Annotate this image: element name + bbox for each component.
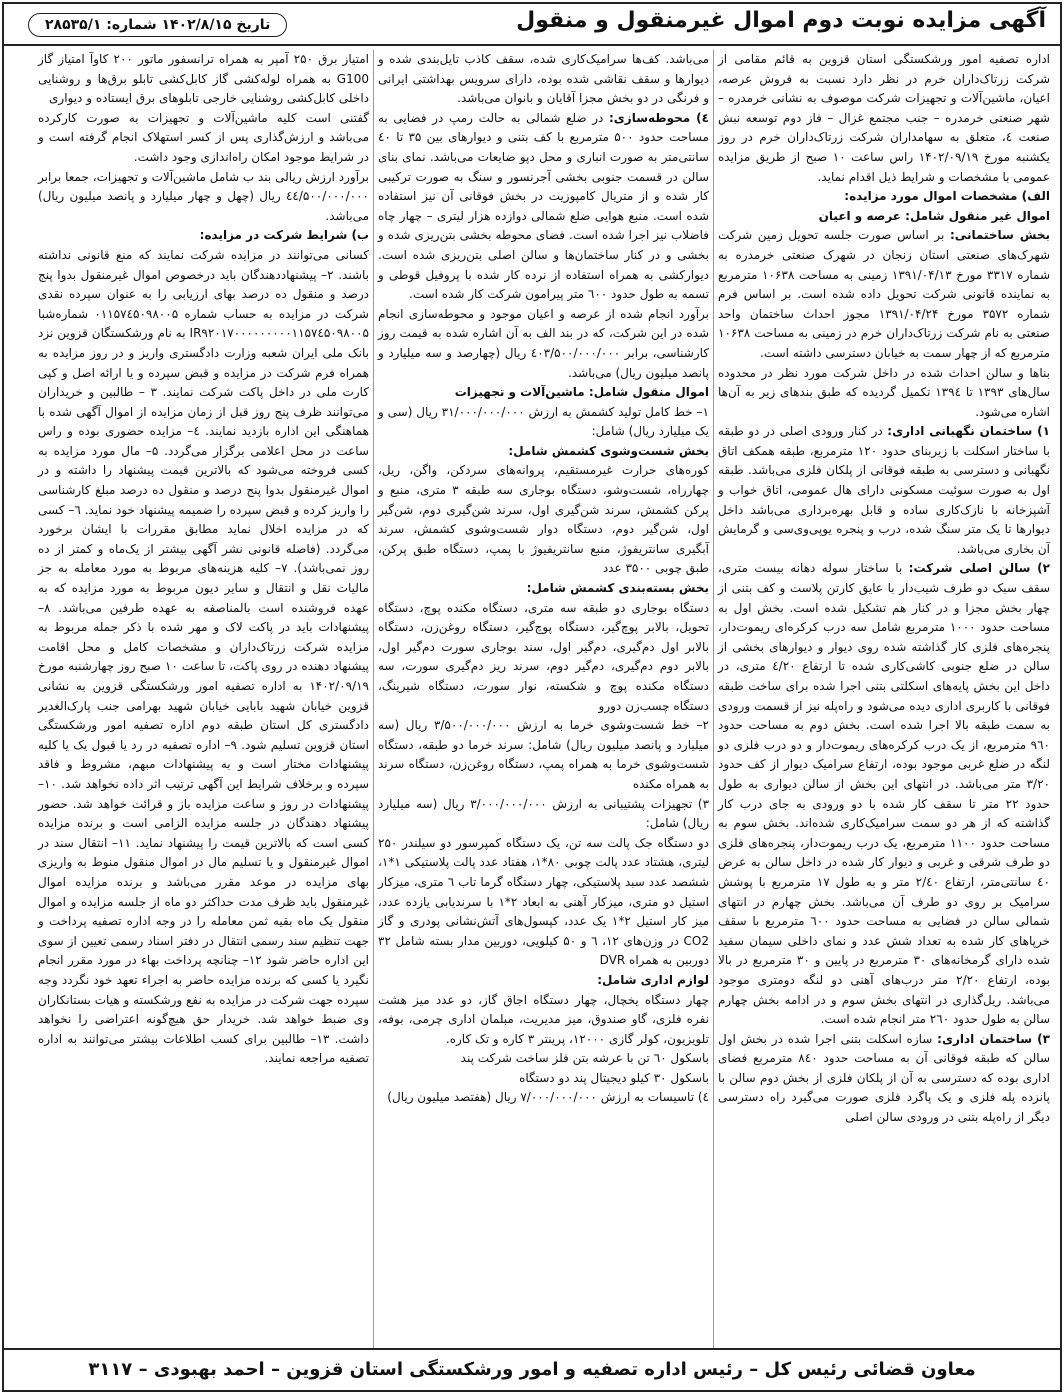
continued-paragraph: می‌باشد. کف‌ها سرامیک‌کاری شده، سقف کاذب تایل‌بندی شده و دیوارها و سقف نقاشی شده بوده، دارای سرویس بهداشتی ایرانی و فرنگی در دو بخش مجزا آقایان و بانوان می‌باشد.: [378, 52, 709, 106]
scale-line-2: باسکول ۳۰ کیلو دیجیتال پند دو دستگاه: [519, 1070, 709, 1085]
intro-paragraph: اداره تصفیه امور ورشکستگی استان قزوین به قائم مقامی از شرکت زرتاک‌داران خرم در نظر دارد نسبت به فروش عرصه، اعیان، ماشین‌آلات و تجهیزات شرکت موصوف به نشانی خرمدره – شهر صنعتی خرمدره – جنب مجتمع غزال – فاز دوم توسعه نبش صنعت ٤، متعلق به سهامداران شرکت زرتاک‌داران خرم در روز یکشنبه مورخ ۱۴۰۲/۰۹/۱۹ راس ساعت ۱۰ صبح از طریق مزایده عمومی با مشخصات و شرایط ذیل اقدام نماید.: [718, 52, 1050, 184]
office-supplies-text: چهار دستگاه یخچال، چهار دستگاه اجاق گاز، دو عدد میز هشت نفره فلزی، گاو صندوق، میز مدیریت، مبلمان اداری چرمی، بوفه، تلویزیون، کولر گازی ۱۲۰۰۰، پرینتر ۳ کاره و تک کاره.: [378, 992, 709, 1046]
item2-paragraph: [718, 559, 1050, 1029]
item3-paragraph: [718, 1030, 1050, 1128]
pack-section-text: دستگاه بوجاری دو طبقه سه متری، دستگاه مکنده پوچ، دستگاه تحویل، بالابر پوچ‌گیر، دستگاه پوچ‌گیر، دستگاه روغن‌زن، دستگاه بالابر اول دم‌گیری، دم‌گیر اول، سند بوجاری سورت دم‌گیر اول، بالابر دوم دم‌گیری، دم‌گیر دوم، سرند ریز دم‌گیری سورت، سه دستگاه مکنده پوچ و شکسته، نوار سورت، دستگاه شیرینگ، دستگاه چسب‌زن دورو: [378, 600, 709, 713]
page-title: آگهی مزایده نوبت دوم اموال غیرمنقول و منقول: [516, 8, 1046, 33]
item4-label: ٤) محوطه‌سازی:: [609, 110, 709, 125]
office-supplies-title: لوازم اداری شامل:: [597, 972, 709, 987]
scale-line-1: باسکول ٦۰ تن با عرشه بتن فلز ساخت شرکت پند: [460, 1051, 709, 1066]
item1-paragraph: [718, 422, 1050, 559]
conditions-paragraph: کسانی می‌توانند در مزایده شرکت نمایند که منع قانونی نداشته باشند. ۲– پیشنهاددهندگان باید درخصوص اموال غیرمنقول بدوا پنج درصد و منقول ده درصد بهای ارزیابی را به عنوان سپرده نقدی شرکت در مزایده به حساب شماره ۰۱۱۵۷٤۵۰۹۸۰۰۵ شماره‌شبا IR۹۲۰۱۷۰۰۰۰۰۰۰۰۰۱۱۵۷٤۵۰۹۸۰۰۵ به نام ورشکستگان قزوین نزد بانک ملی ایران شعبه وزارت دادگستری واریز و در روز مزایده به همراه فرم شرکت در مزایده و قبض سپرده و یا ارائه اصل و کپی کارت ملی در داخل پاکت شرکت نمایند. ۳ – طالبین و خریداران می‌توانند ظرف پنج روز قبل از زمان مزایده از اموال آگهی شده با هماهنگی این اداره بازدید نمایند. ٤– مزایده حضوری بوده و راس ساعت در محل اعلامی برگزار می‌گردد. ۵– مال مورد مزایده به کسی فروخته می‌شود که بالاترین قیمت پیشنهاد را داشته و در اموال غیرمنقول بدوا پنج درصد و منقول ده درصد مبلغ کارشناسی را واریز کرده و قبض سپرده را ضمیمه پیشنهاد خود نماید. ٦– کسی که در مزایده اخلال نماید مطابق مقررات با ایشان برخورد می‌گردد. (فاصله قانونی نشر آگهی بیشتر از یک‌ماه و کمتر از ده روز نمی‌باشد). ۷– کلیه هزینه‌های مربوط به مورد معامله به جز مالیات نقل و انتقال و سایر دیون مربوط به مورد مزایده که به عهده فروشنده است بالمناصفه به عهده طرفین می‌باشد. ۸– پیشنهادات باید در پاکت لاک و مهر شده با ذکر جمله مربوط به مزایده شرکت زرتاک‌داران و مشخصات کامل و محل اقامت پیشنهاد دهنده در روی پاکت، تا ساعت ۱۰ صبح روز چهارشنبه مورخ ۱۴۰۲/۰۹/۱۹ به اداره تصفیه امور ورشکستگی قزوین به نشانی قزوین خیابان شهید بابایی خیابان شهید بهرامی جنب پارک‌الغدیر دادگستری کل استان طبقه دوم اداره تصفیه امور ورشکستگی استان قزوین تسلیم شود. ۹– اداره تصفیه در رد یا قبول یک یا کلیه پیشنهادات مختار است و به پیشنهادات مبهم، مشروط و فاقد سپرده و برخلاف شرایط این آگهی ترتیب اثر داده نخواهد شد. ۱۰– پیشنهادات در روز و ساعت مزایده باز و قرائت خواهد شد. حضور پیشنهاد دهندگان در جلسه مزایده الزامی است و برنده مزایده کسی است که بالاترین قیمت را پیشنهاد نماید. ۱۱– انتقال سند در اموال غیرمنقول و یا تسلیم مال در اموال منقول منوط به واریزی بهای مزایده در موعد مقرر می‌باشد و برنده مزایده اموال غیرمنقول باید ظرف مدت حداکثر دو ماه از جلسه مزایده و اموال منقول یک ماه بقیه ثمن معامله را در وجه اداره تصفیه پرداخت و جهت تنظیم سند رسمی انتقال در دفتر اسناد رسمی تعیین از سوی این اداره حاضر شود ۱۲– چنانچه پرداخت بهاء در مورد مقرر انجام نگیرد یا کسی که برنده مزایده حاضر به اجراء تعهد خود نگردد وجه سپرده جهت شرکت در مزایده به نفع ورشکسته و هیات بستانکاران وی ضبط خواهد شد. خریدار حق هیچ‌گونه اعتراضی را نخواهد داشت. ۱۳– طالبین برای کسب اطلاعات بیشتر می‌توانند به اداره تصفیه مراجعه نمایند.: [38, 247, 370, 1066]
building-label: بخش ساختمانی:: [950, 228, 1050, 243]
line4-paragraph: ٤) تاسیسات به ارزش ۷/۰۰۰/۰۰۰/۰۰۰ ریال (هفتصد میلیون ریال): [387, 1090, 709, 1105]
column-middle: [374, 50, 714, 1350]
item2-label: ۲) سالن اصلی شرکت:: [908, 561, 1050, 576]
line2-paragraph: ۲– خط شست‌وشوی خرما به ارزش ۳/۵۰۰/۰۰۰/۰۰۰ ریال (سه میلیارد و پانصد میلیون ریال) شامل: سرند خرما دو طبقه، دستگاه شست‌وشوی خرما به همراه پمپ، دستگاه روغن‌زن، دستگاه سرند به همراه مکنده: [378, 718, 709, 791]
section-alef-title: الف) مشخصات اموال مورد مزایده:: [844, 189, 1050, 204]
item3-text: سازه اسکلت بتنی اجرا شده در بخش اول سالن که طبقه فوقانی آن به مساحت حدود ۸٤۰ مترمربع فضای اداری بوده که دسترسی به آن از پلکان فلزی از بخش دوم سالن با پانزده پله فلزی و یک پاگرد فلزی صورت می‌گیرد راه دسترسی دیگر از راه‌پله بتنی در ورودی سالن اصلی: [718, 1031, 1051, 1125]
header-bar: [4, 4, 1060, 46]
advertisement-page: [2, 2, 1062, 1392]
buildings-paragraph: بناها و سالن احداث شده در داخل شرکت مورد نظر در محدوده سال‌های ۱۳۹۳ تا ۱۳۹٤ تکمیل گردیده که طبق بندهای زیر به آن‌ها اشاره می‌شود.: [718, 365, 1050, 419]
column-right: [714, 50, 1054, 1350]
item2-text: با ساختار سوله دهانه بیست متری، سقف سبک دو طرف شیب‌دار با عایق کارتن پلاست و کف بتنی از چهار بخش مجزا و در کنار هم تشکیل شده است. بخش اول به مساحت حدود ۱۰۰۰ مترمربع شامل سه درب کرکره‌ای ریموت‌دار، پنجره‌های فلزی کار گذاشته شده روی دیوار و دیوارهای بخشی از سالن در ضلع جنوبی کاشی‌کاری شده تا ارتفاع ٤/۲۰ متری، در داخل این بخش پایه‌های اسکلتی بتنی اجرا شده برای ساخت طبقه فوقانی با کاربری اداری دیده می‌شود و راه‌پله نیز از قسمت ورودی به سمت طبقه بالا اجرا شده است. بخش دوم به مساحت حدود ۹٦۰ مترمربع، از یک درب کرکره‌های ریموت‌دار و دو درب فلزی دو لنگه در ضلع غربی موجود بوده، ارتفاع سرامیک دیوار از کف حدود ۳/۲۰ متر می‌باشد. در انتهای این بخش از سالن دیواری به طول حدود ۲۲ متر تا سقف کار شده با دو ورودی به جای درب کار گذاشته که از هر دو سمت سرامیک‌کاری شده‌اند. بخش سوم به مساحت حدود ۱۱۰۰ مترمربع، یک درب ریموت‌دار، پنجره‌های فلزی دو طرف شرقی و غربی و دیوار کار شده در داخل سالن به عرض ٤۰ سانتی‌متر، ارتفاع ۲/٤۰ متر و به طول ۱۷ مترمربع با پوشش سرامیک بر روی دو طرف آن می‌باشد. بخش چهارم در انتهای شمالی سالن در فضایی به مساحت حدود ٦۰۰ مترمربع با سقف خرپاهای کار شده به تعداد شش عدد و نمای داخلی سیمان سفید شده دارای گرمخانه‌های ۳۰ مترمربع در پایین و ۳۰ مترمربع در بالا بوده، ارتفاع ۲/۲۰ متر درب‌های آهنی دو لنگه دومتری موجود می‌باشد. ریل‌گذاری در انتهای بخش سوم و در ادامه بخش چهارم سالن به طول حدود ۲٦۰ متر انجام شده است.: [718, 561, 1051, 1027]
section-be-title: ب) شرایط شرکت در مزایده:: [199, 228, 369, 243]
facilities-text: امتیاز برق ۲۵۰ آمپر به همراه ترانسفور ماتور ۲۰۰ کاوآ امتیاز گاز G100 به همراه لوله‌کشی گاز کابل‌کشی تابلو برق‌ها و روشنایی داخلی کابل‌کشی روشنایی خارجی تابلوهای برق ایستاده و دیواری: [38, 52, 370, 106]
item4-text: در ضلع شمالی به حالت رمپ در فضایی به مساحت حدود ۵۰۰ مترمربع با کف بتنی و دیوارهای بین ۳۵ تا ٤۰ سانتی‌متر به صورت انباری و محل دپو ضایعات می‌باشد. نمای بنای سالن در قسمت جنوبی بخشی آجرنسور و سنگ به صورت ترکیبی کار شده و از متریال کامپوزیت در بخش فوقانی آن نیز استفاده شده است. منبع هوایی ضلع شمالی دوازده هزار لیتری – چهار چاه فاضلاب نیز اجرا شده است. فضای محوطه بخشی بتن‌ریزی شده و بخشی و در کنار ساختمان‌ها و سالن اصلی بتن‌ریزی شده است. دیوارکشی به همراه استفاده از نرده کار شده با پروفیل قوطی و تسمه به طول حدود ٦۰۰ متر پیرامون شرکت کار شده است.: [378, 110, 709, 302]
item4-paragraph: [378, 109, 709, 305]
building-text: بر اساس صورت جلسه تحویل زمین شرکت شهرک‌های صنعتی استان زنجان در شهرک صنعتی خرمدره به شماره ۳۳۱۷ مورخ ۱۳۹۱/۰۴/۱۳ زمینی به مساحت ۱۰۶۳۸ مترمربع به نماینده قانونی شرکت تحویل داده شده است. بر اساس فرم شماره ۳۵۷۲ مورخ ۱۳۹۱/۰۴/۲۴ مجوز احداث ساختمان واحد صنعتی به نام شرکت زرتاک‌داران خرم در زمینی به مساحت ۱۰۶۳۸ مترمربع که از چهار سمت به خیابان دسترسی داشته است.: [718, 228, 1051, 360]
line3-paragraph: ۳) تجهیزات پشتیبانی به ارزش ۳/۰۰۰/۰۰۰/۰۰۰ ریال (سه میلیارد ریال) شامل:: [378, 796, 710, 831]
column-left: [34, 50, 374, 1350]
item3-label: ۳) ساختمان اداری:: [937, 1031, 1050, 1046]
pack-section-title: بخش بسته‌بندی کشمش شامل:: [526, 581, 709, 596]
support-equipment-text: دو دستگاه جک پالت سه تن، یک دستگاه کمپرسور دو سیلندر ۲۵۰ لیتری، هشتاد عدد پالت چوبی ۸۰*۱، هفتاد عدد پالت پلاستیکی ۱*۱، ششصد عدد سبد پلاستیکی، چهار دستگاه گرما تاب ٦ متری، میزکار استیل دو متری، میزکار آهنی به ابعاد ۲*۱ با سرندیابی یازده عدد، میز کار استیل ۲*۱ یک عدد، کپسول‌های آتش‌نشانی پودری و گاز CO2 در وزن‌های ۱۲، ٦ و ۵۰ کیلویی، دوربین مدار بسته شامل ۳۲ دوربین به همراه DVR: [378, 835, 709, 968]
note-paragraph: گفتنی است کلیه ماشین‌آلات و تجهیزات به صورت کارکرده می‌باشد و ارزش‌گذاری پس از کسر استهلاک انجام گرفته است و در شرایط موجود امکان راه‌اندازی وجود داشت.: [38, 110, 369, 164]
wash-section-title: بخش شست‌وشوی کشمش شامل:: [508, 443, 709, 458]
content-columns: [10, 50, 1054, 1350]
item1-text: در کنار ورودی اصلی در دو طبقه با ساختار اسکلت با زیربنای حدود ۱۲۰ مترمربع، طبقه همکف اتاق نگهبانی و دسترسی به طبقه فوقانی از پلکان فلزی می‌باشد. طبقه اول به صورت سوئیت مسکونی دارای هال عمومی، اتاق خواب و آشپزخانه با نازک‌کاری ساده و قابل بهره‌برداری می‌باشد داخل دیوارها تا یک متر سنگ شده، درب و پنجره یوپی‌وی‌سی و گرمایش آن بخاری می‌باشد.: [718, 424, 1050, 556]
line1-paragraph: ۱– خط کامل تولید کشمش به ارزش ۳۱/۰۰۰/۰۰۰/۰۰۰ ریال (سی و یک میلیارد ریال) شامل:: [378, 404, 709, 439]
total-paragraph: برآورد ارزش ریالی بند ب شامل ماشین‌آلات و تجهیزات، جمعا برابر ٤٤/۵۰۰/۰۰۰/۰۰۰ ریال (چهل و چهار میلیارد و پانصد میلیون ریال) می‌باشد.: [38, 169, 369, 223]
valuation-paragraph: برآورد انجام شده از عرصه و اعیان موجود و محوطه‌سازی انجام شده در این شرکت، که در بند الف به آن اشاره شده به قیمت روز کارشناسی، برابر ٤۰۳/۵۰۰/۰۰۰/۰۰۰ ریال (چهارصد و سه میلیارد و پانصد میلیون ریال) می‌باشد.: [378, 306, 710, 380]
wash-section-text: کوره‌های حرارت غیرمستقیم، پروانه‌های سردکن، واگن، ریل، چهارراه، شست‌وشو، دستگاه بوجاری سه طبقه ۳ متری، منبع و پرکن کشمش، سرند شن‌گیری اول، سرند شن‌گیری دوم، شن‌گیر اول، شن‌گیر دوم، دستگاه دوار شست‌وشوی کشمش، سرند آبگیری سانتریفوژ، منبع سانتریفیوژ با پمپ، دستگاه طبق پرکن، طبق چوبی ۳۵۰۰ عدد: [378, 463, 709, 576]
movable-title: اموال منقول شامل: ماشین‌آلات و تجهیزات: [454, 385, 709, 400]
building-paragraph: [718, 226, 1050, 363]
date-number-badge: تاریخ ۱۴۰۲/۸/۱۵ شماره: ۲۸۵۳۵/۱: [28, 13, 287, 37]
immovable-title: اموال غیر منقول شامل: عرصه و اعیان: [818, 208, 1050, 223]
item1-label: ۱) ساختمان نگهبانی اداری:: [887, 424, 1050, 439]
signature-footer: معاون قضائی رئیس کل – رئیس اداره تصفیه و امور ورشکستگی استان قزوین – احمد بهبودی – ۳۱۱۷: [4, 1348, 1060, 1390]
